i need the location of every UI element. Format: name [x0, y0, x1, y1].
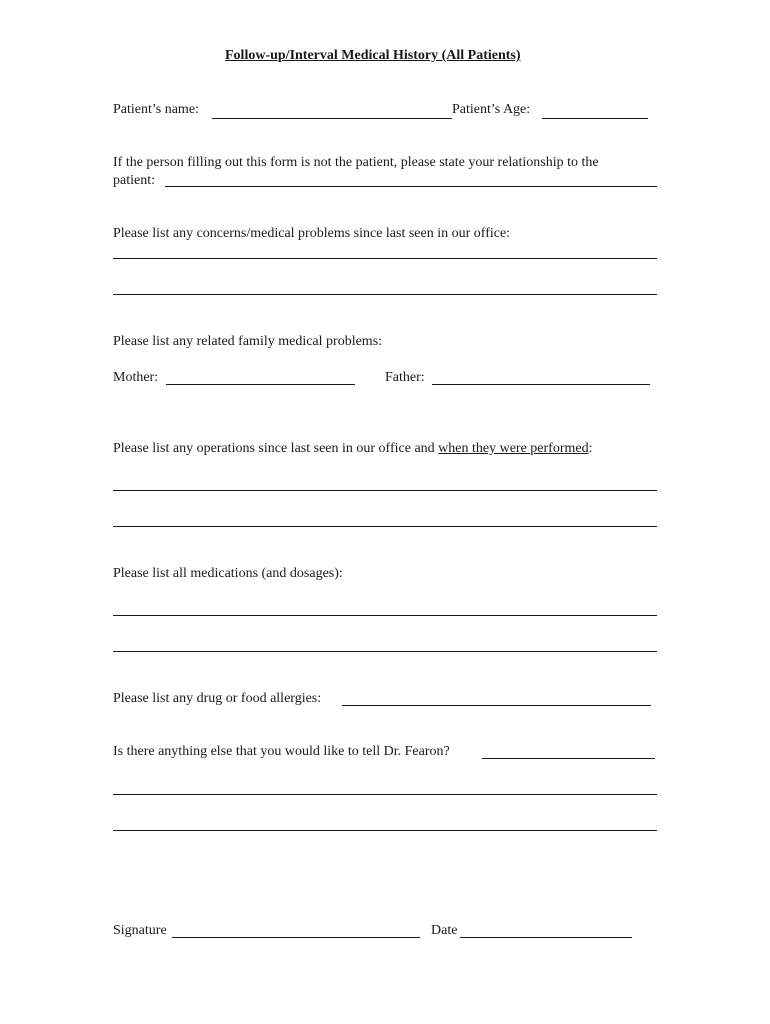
medications-label: Please list all medications (and dosages): — [113, 566, 343, 581]
patient-name-field[interactable] — [212, 118, 452, 119]
operations-label-text: Please list any operations since last seen in our office and — [113, 441, 439, 456]
signature-field[interactable] — [172, 937, 420, 938]
relationship-prompt: If the person filling out this form is not the patient, please state your relationship to the — [113, 155, 599, 170]
father-label: Father: — [385, 370, 425, 385]
anything-else-label: Is there anything else that you would like to tell Dr. Fearon? — [113, 744, 450, 759]
patient-age-field[interactable] — [542, 118, 648, 119]
mother-label: Mother: — [113, 370, 159, 385]
allergies-label: Please list any drug or food allergies: — [113, 691, 322, 706]
date-field[interactable] — [460, 937, 632, 938]
concerns-label: Please list any concerns/medical problems since last seen in our office: — [113, 226, 511, 241]
father-field[interactable] — [432, 384, 650, 385]
mother-field[interactable] — [166, 384, 355, 385]
relationship-field[interactable] — [165, 186, 657, 187]
patient-age-label: Patient’s Age: — [452, 102, 531, 117]
operations-label-emphasis: when they were performed — [438, 441, 589, 456]
patient-name-label: Patient’s name: — [113, 102, 199, 117]
family-label: Please list any related family medical problems: — [113, 334, 383, 349]
medications-field-1[interactable] — [113, 615, 657, 616]
allergies-field[interactable] — [342, 705, 651, 706]
anything-else-field[interactable] — [482, 758, 655, 759]
form-title: Follow-up/Interval Medical History (All Patients) — [225, 48, 521, 63]
operations-label — [113, 441, 592, 457]
operations-field-2[interactable] — [113, 526, 657, 527]
signature-label: Signature — [113, 923, 167, 938]
date-label: Date — [431, 923, 458, 938]
medications-field-2[interactable] — [113, 651, 657, 652]
anything-else-field-3[interactable] — [113, 830, 657, 831]
anything-else-field-2[interactable] — [113, 794, 657, 795]
concerns-field-2[interactable] — [113, 294, 657, 295]
concerns-field-1[interactable] — [113, 258, 657, 259]
operations-label-colon: : — [588, 441, 593, 456]
relationship-prompt-cont: patient: — [113, 173, 155, 188]
operations-field-1[interactable] — [113, 490, 657, 491]
